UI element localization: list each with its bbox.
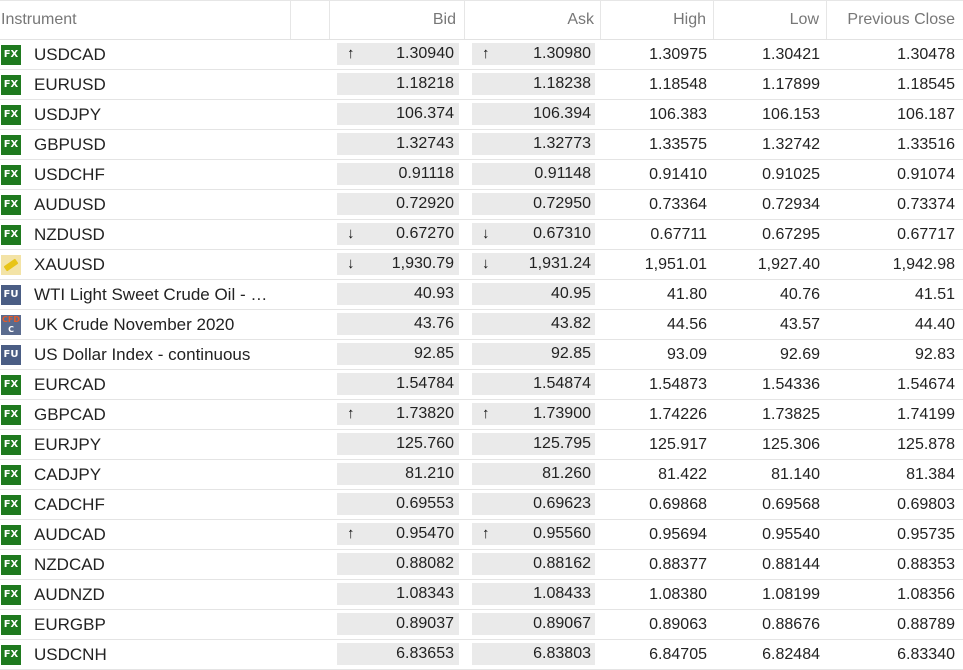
table-row[interactable] [0, 100, 963, 130]
low-cell [714, 40, 827, 69]
high-value: 1.30975 [649, 46, 707, 63]
fx-icon: FX [1, 375, 21, 395]
low-value: 0.88144 [762, 556, 820, 573]
table-row[interactable] [0, 520, 963, 550]
column-header-high[interactable]: High [601, 1, 714, 39]
high-cell [601, 280, 714, 309]
low-cell [714, 130, 827, 159]
high-cell [601, 130, 714, 159]
cfd-icon-top-label: CFD [2, 315, 20, 324]
ask-value: 92.85 [550, 345, 591, 362]
ask-cell[interactable] [472, 403, 595, 425]
bid-value: 0.67270 [396, 225, 454, 242]
low-value: 0.95540 [762, 526, 820, 543]
low-cell [714, 70, 827, 99]
table-row[interactable] [0, 220, 963, 250]
ask-cell[interactable] [472, 313, 595, 335]
previous-close-cell [827, 460, 963, 489]
ask-cell[interactable] [472, 553, 595, 575]
ask-value: 0.91148 [534, 165, 591, 182]
table-row[interactable] [0, 70, 963, 100]
ask-value: 1.30980 [533, 45, 591, 62]
instrument-name[interactable]: CADJPY [34, 465, 102, 484]
ask-value: 1.08433 [533, 585, 591, 602]
ask-cell[interactable] [472, 643, 595, 665]
arrow-down-icon: ↓ [347, 255, 355, 272]
ask-cell[interactable] [472, 133, 595, 155]
fx-icon: FX [1, 555, 21, 575]
table-row[interactable] [0, 130, 963, 160]
previous-close-value: 1.30478 [897, 46, 955, 63]
low-cell [714, 250, 827, 279]
high-cell [601, 610, 714, 639]
bid-cell[interactable] [337, 193, 459, 215]
table-row[interactable] [0, 460, 963, 490]
table-row[interactable] [0, 550, 963, 580]
previous-close-cell [827, 340, 963, 369]
high-value: 0.69868 [649, 496, 707, 513]
low-cell [714, 610, 827, 639]
ask-value: 1.73900 [533, 405, 591, 422]
high-cell [601, 250, 714, 279]
column-header-previous-close[interactable]: Previous Close [847, 11, 955, 28]
ask-cell[interactable] [472, 73, 595, 95]
arrow-down-icon: ↓ [482, 255, 490, 272]
bid-cell[interactable] [337, 253, 459, 275]
previous-close-value: 41.51 [914, 286, 955, 303]
previous-close-cell [827, 310, 963, 339]
previous-close-cell [827, 280, 963, 309]
previous-close-cell [827, 70, 963, 99]
bid-cell[interactable] [337, 73, 459, 95]
fx-icon: FX [1, 435, 21, 455]
high-cell [601, 190, 714, 219]
high-cell [601, 460, 714, 489]
column-header-spacer [291, 1, 330, 39]
ask-cell[interactable] [472, 283, 595, 305]
high-cell [601, 100, 714, 129]
fx-icon: FX [1, 225, 21, 245]
instrument-name[interactable]: USDCAD [34, 45, 106, 64]
high-cell [601, 490, 714, 519]
previous-close-cell [827, 190, 963, 219]
instrument-name[interactable]: EURCAD [34, 375, 106, 394]
bid-cell[interactable] [337, 283, 459, 305]
previous-close-cell [827, 400, 963, 429]
high-value: 0.88377 [649, 556, 707, 573]
bid-cell[interactable] [337, 43, 459, 65]
previous-close-value: 125.878 [897, 436, 955, 453]
previous-close-value: 1.08356 [897, 586, 955, 603]
bid-value: 1.73820 [396, 405, 454, 422]
bid-value: 92.85 [413, 345, 454, 362]
fx-icon: FX [1, 645, 21, 665]
table-row[interactable] [0, 160, 963, 190]
high-value: 44.56 [666, 316, 707, 333]
low-cell [714, 430, 827, 459]
table-row[interactable] [0, 310, 963, 340]
ask-cell[interactable] [472, 523, 595, 545]
table-row[interactable] [0, 370, 963, 400]
previous-close-value: 92.83 [914, 346, 955, 363]
low-value: 1.73825 [762, 406, 820, 423]
previous-close-cell [827, 160, 963, 189]
table-row[interactable] [0, 280, 963, 310]
high-value: 93.09 [666, 346, 707, 363]
low-cell [714, 100, 827, 129]
table-row[interactable] [0, 430, 963, 460]
ask-cell[interactable] [472, 613, 595, 635]
fx-icon: FX [1, 465, 21, 485]
previous-close-cell [827, 640, 963, 669]
arrow-up-icon: ↑ [347, 525, 355, 542]
bid-cell[interactable] [337, 373, 459, 395]
ask-value: 0.67310 [533, 225, 591, 242]
previous-close-cell [827, 250, 963, 279]
bid-value: 0.95470 [396, 525, 454, 542]
ask-cell[interactable] [472, 103, 595, 125]
previous-close-value: 0.69803 [897, 496, 955, 513]
high-value: 0.89063 [649, 616, 707, 633]
bid-value: 6.83653 [396, 645, 454, 662]
low-value: 0.69568 [762, 496, 820, 513]
arrow-down-icon: ↓ [347, 225, 355, 242]
bid-value: 40.93 [413, 285, 454, 302]
bid-value: 0.91118 [398, 165, 454, 182]
bid-value: 81.210 [405, 465, 454, 482]
instrument-name[interactable]: USDCNH [34, 645, 107, 664]
bid-cell[interactable] [337, 163, 459, 185]
low-value: 1.17899 [762, 76, 820, 93]
gold-bar-icon [1, 255, 21, 275]
ask-value: 125.795 [533, 435, 591, 452]
previous-close-cell [827, 490, 963, 519]
bid-cell[interactable] [337, 133, 459, 155]
bid-value: 0.72920 [396, 195, 454, 212]
table-row[interactable] [0, 610, 963, 640]
fx-icon: FX [1, 405, 21, 425]
high-cell [601, 580, 714, 609]
previous-close-value: 106.187 [897, 106, 955, 123]
table-row[interactable] [0, 340, 963, 370]
column-header-low[interactable]: Low [714, 1, 827, 39]
bid-cell[interactable] [337, 553, 459, 575]
table-row[interactable] [0, 190, 963, 220]
table-row[interactable] [0, 400, 963, 430]
low-value: 40.76 [779, 286, 820, 303]
low-value: 92.69 [779, 346, 820, 363]
ask-value: 6.83803 [533, 645, 591, 662]
high-cell [601, 640, 714, 669]
fx-icon: FX [1, 135, 21, 155]
table-row[interactable] [0, 250, 963, 280]
bid-value: 106.374 [396, 105, 454, 122]
bid-value: 1.30940 [396, 45, 454, 62]
high-value: 6.84705 [649, 646, 707, 663]
bid-value: 1.54784 [396, 375, 454, 392]
ask-value: 1.18238 [533, 75, 591, 92]
column-header-ask[interactable]: Ask [465, 1, 601, 39]
futures-icon: FU [1, 345, 21, 365]
high-cell [601, 70, 714, 99]
low-value: 1.54336 [762, 376, 820, 393]
high-cell [601, 520, 714, 549]
high-value: 1,951.01 [644, 256, 707, 273]
bid-value: 43.76 [413, 315, 454, 332]
previous-close-value: 1.74199 [897, 406, 955, 423]
bid-value: 1.08343 [396, 585, 454, 602]
instrument-name[interactable]: UK Crude November 2020 [34, 315, 235, 334]
bid-cell[interactable] [337, 493, 459, 515]
previous-close-value: 6.83340 [897, 646, 955, 663]
bid-cell[interactable] [337, 463, 459, 485]
low-value: 0.67295 [762, 226, 820, 243]
high-cell [601, 40, 714, 69]
cfd-icon [1, 315, 21, 335]
low-value: 0.91025 [762, 166, 820, 183]
column-header-instrument[interactable]: Instrument [0, 1, 291, 39]
low-cell [714, 190, 827, 219]
low-value: 0.88676 [762, 616, 820, 633]
low-cell [714, 160, 827, 189]
previous-close-value: 1.33516 [897, 136, 955, 153]
bid-cell[interactable] [337, 643, 459, 665]
previous-close-cell [827, 520, 963, 549]
ask-value: 0.89067 [533, 615, 591, 632]
low-cell [714, 370, 827, 399]
high-value: 0.95694 [649, 526, 707, 543]
previous-close-value: 0.73374 [897, 196, 955, 213]
instrument-name[interactable]: AUDUSD [34, 195, 106, 214]
ask-cell[interactable] [472, 373, 595, 395]
previous-close-cell [827, 370, 963, 399]
low-cell [714, 490, 827, 519]
ask-cell[interactable] [472, 583, 595, 605]
table-header [0, 0, 963, 40]
column-header-bid[interactable]: Bid [330, 1, 465, 39]
instrument-name[interactable]: USDCHF [34, 165, 105, 184]
previous-close-value: 0.91074 [897, 166, 955, 183]
previous-close-value: 0.88789 [897, 616, 955, 633]
instrument-name[interactable]: WTI Light Sweet Crude Oil - … [34, 285, 268, 304]
high-cell [601, 220, 714, 249]
high-value: 0.73364 [649, 196, 707, 213]
arrow-up-icon: ↑ [482, 45, 490, 62]
ask-cell[interactable] [472, 343, 595, 365]
low-value: 1.32742 [762, 136, 820, 153]
previous-close-cell [827, 100, 963, 129]
ask-cell[interactable] [472, 193, 595, 215]
table-row[interactable] [0, 490, 963, 520]
previous-close-cell [827, 430, 963, 459]
high-cell [601, 400, 714, 429]
instrument-name[interactable]: AUDNZD [34, 585, 105, 604]
low-value: 6.82484 [762, 646, 820, 663]
low-cell [714, 340, 827, 369]
ask-cell[interactable] [472, 223, 595, 245]
low-value: 43.57 [779, 316, 820, 333]
bid-cell[interactable] [337, 583, 459, 605]
fx-icon: FX [1, 75, 21, 95]
previous-close-value: 0.67717 [897, 226, 955, 243]
high-value: 1.74226 [649, 406, 707, 423]
low-cell [714, 550, 827, 579]
high-value: 1.54873 [649, 376, 707, 393]
previous-close-cell [827, 550, 963, 579]
high-cell [601, 310, 714, 339]
high-value: 125.917 [649, 436, 707, 453]
fx-icon: FX [1, 195, 21, 215]
ask-value: 40.95 [550, 285, 591, 302]
instrument-name[interactable]: USDJPY [34, 105, 102, 124]
instrument-name[interactable]: NZDUSD [34, 225, 105, 244]
high-value: 1.08380 [649, 586, 707, 603]
ask-cell[interactable] [472, 493, 595, 515]
high-value: 1.18548 [649, 76, 707, 93]
bid-cell[interactable] [337, 313, 459, 335]
fx-icon: FX [1, 165, 21, 185]
ask-cell[interactable] [472, 463, 595, 485]
bid-cell[interactable] [337, 103, 459, 125]
ask-value: 0.88162 [533, 555, 591, 572]
previous-close-cell [827, 580, 963, 609]
bid-value: 0.88082 [396, 555, 454, 572]
high-cell [601, 340, 714, 369]
fx-icon: FX [1, 105, 21, 125]
ask-value: 0.72950 [533, 195, 591, 212]
previous-close-value: 1.18545 [897, 76, 955, 93]
low-value: 81.140 [771, 466, 820, 483]
high-value: 0.91410 [649, 166, 707, 183]
ask-value: 81.260 [542, 465, 591, 482]
instrument-name[interactable]: US Dollar Index - continuous [34, 345, 251, 364]
bid-value: 0.69553 [396, 495, 454, 512]
instrument-name[interactable]: EURGBP [34, 615, 106, 634]
high-value: 81.422 [658, 466, 707, 483]
bid-cell[interactable] [337, 403, 459, 425]
ask-cell[interactable] [472, 433, 595, 455]
instrument-name[interactable]: CADCHF [34, 495, 105, 514]
cfd-icon-bottom-label: C [8, 325, 14, 334]
bid-cell[interactable] [337, 433, 459, 455]
previous-close-value: 44.40 [914, 316, 955, 333]
high-cell [601, 550, 714, 579]
bid-value: 125.760 [396, 435, 454, 452]
low-cell [714, 310, 827, 339]
bid-cell[interactable] [337, 613, 459, 635]
low-cell [714, 580, 827, 609]
ask-cell[interactable] [472, 163, 595, 185]
low-cell [714, 460, 827, 489]
fx-icon: FX [1, 615, 21, 635]
low-cell [714, 400, 827, 429]
low-value: 0.72934 [762, 196, 820, 213]
high-cell [601, 370, 714, 399]
ask-value: 106.394 [533, 105, 591, 122]
instrument-name[interactable]: GBPUSD [34, 135, 106, 154]
bid-value: 1,930.79 [391, 255, 454, 272]
low-cell [714, 640, 827, 669]
high-cell [601, 430, 714, 459]
previous-close-value: 0.88353 [897, 556, 955, 573]
arrow-up-icon: ↑ [482, 525, 490, 542]
bid-value: 1.18218 [396, 75, 454, 92]
low-value: 1.30421 [762, 46, 820, 63]
table-row[interactable] [0, 580, 963, 610]
low-cell [714, 520, 827, 549]
low-cell [714, 280, 827, 309]
ask-value: 0.95560 [533, 525, 591, 542]
previous-close-value: 1.54674 [897, 376, 955, 393]
arrow-down-icon: ↓ [482, 225, 490, 242]
futures-icon: FU [1, 285, 21, 305]
previous-close-value: 1,942.98 [892, 256, 955, 273]
low-value: 1.08199 [762, 586, 820, 603]
previous-close-cell [827, 40, 963, 69]
previous-close-value: 0.95735 [897, 526, 955, 543]
gold-bar-shape [4, 259, 19, 272]
ask-cell[interactable] [472, 253, 595, 275]
high-value: 106.383 [649, 106, 707, 123]
ask-value: 1,931.24 [528, 255, 591, 272]
fx-icon: FX [1, 585, 21, 605]
high-value: 0.67711 [650, 226, 707, 243]
fx-icon: FX [1, 525, 21, 545]
previous-close-cell [827, 610, 963, 639]
bid-value: 1.32743 [396, 135, 454, 152]
instrument-name[interactable]: EURUSD [34, 75, 106, 94]
instrument-name[interactable]: GBPCAD [34, 405, 106, 424]
instrument-name[interactable]: EURJPY [34, 435, 102, 454]
table-row[interactable] [0, 40, 963, 70]
instrument-name[interactable]: AUDCAD [34, 525, 106, 544]
low-cell [714, 220, 827, 249]
fx-icon: FX [1, 495, 21, 515]
previous-close-cell [827, 130, 963, 159]
bid-value: 0.89037 [396, 615, 454, 632]
instrument-name[interactable]: XAUUSD [34, 255, 105, 274]
ask-value: 43.82 [550, 315, 591, 332]
ask-value: 1.54874 [533, 375, 591, 392]
arrow-up-icon: ↑ [482, 405, 490, 422]
fx-icon: FX [1, 45, 21, 65]
low-value: 106.153 [762, 106, 820, 123]
arrow-up-icon: ↑ [347, 45, 355, 62]
previous-close-value: 81.384 [906, 466, 955, 483]
table-body [0, 40, 963, 670]
high-value: 1.33575 [649, 136, 707, 153]
ask-cell[interactable] [472, 43, 595, 65]
bid-cell[interactable] [337, 223, 459, 245]
bid-cell[interactable] [337, 523, 459, 545]
low-value: 125.306 [762, 436, 820, 453]
high-cell [601, 160, 714, 189]
bid-cell[interactable] [337, 343, 459, 365]
arrow-up-icon: ↑ [347, 405, 355, 422]
instrument-name[interactable]: NZDCAD [34, 555, 105, 574]
high-value: 41.80 [666, 286, 707, 303]
ask-value: 1.32773 [533, 135, 591, 152]
low-value: 1,927.40 [757, 256, 820, 273]
previous-close-cell [827, 220, 963, 249]
ask-value: 0.69623 [533, 495, 591, 512]
